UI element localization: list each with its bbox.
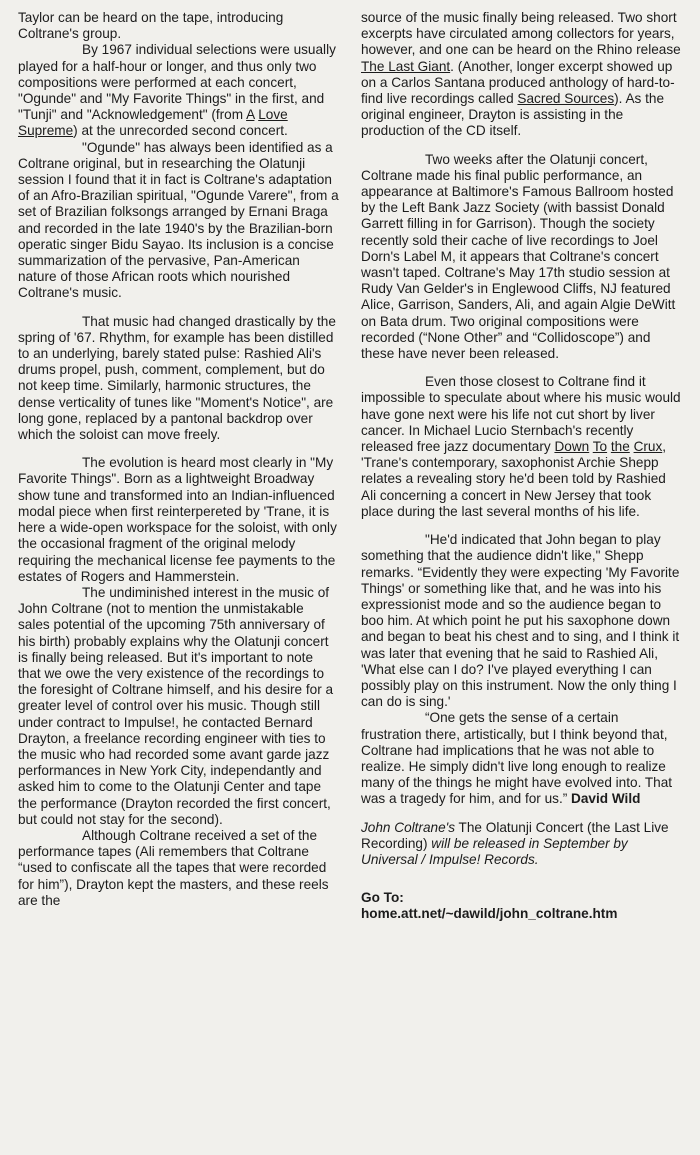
paragraph-text: , 'Trane's contemporary, saxophonist Archie Shepp relates a revealing story he'd been told by Rashied Ali concerning a concert in New Jersey that took place during the last several months of his life. (361, 439, 667, 519)
album-title: Love (258, 107, 288, 123)
album-title: Supreme (18, 123, 74, 139)
paragraph-text: That music had changed drastically by the spring of '67. Rhythm, for example has been distilled to an underlying, barely stated pulse: Rashied Ali's drums propel, push, comment, complement, but do not keep time. Similarly, harmonic structures, the dense verticality of tunes like "Moment's Notice", are long gone, replaced by a pantonal backdrop over which the soloist can move freely. (18, 313, 336, 443)
goto-url: home.att.net/~dawild/john_coltrane.htm (361, 906, 618, 922)
paragraph-text: Even those closest to Coltrane find it impossible to speculate about where his music would have gone next were his life not cut short by liver cancer. In Michael Lucio Sternbach's recently released free jazz documentary (361, 374, 681, 455)
paragraph-text: . (Another, longer excerpt showed up on a Carlos Santana produced anthology of hard-to-find live recordings called (361, 58, 675, 107)
release-note (361, 820, 682, 869)
paragraph-text: Although Coltrane received a set of the performance tapes (Ali remembers that Coltrane “used to confiscate all the tapes that were recorded for him”), Drayton kept the masters, and these reels are the (18, 827, 329, 908)
author-byline: David Wild (571, 791, 641, 807)
film-title: Crux (633, 439, 663, 455)
paragraph (18, 140, 339, 302)
paragraph-text: ) at the unrecorded second concert. (73, 123, 288, 139)
paragraph-text: ). As the original engineer, Drayton is assisting in the production of the CD itself. (361, 91, 665, 139)
film-title: To (592, 439, 608, 455)
paragraph-text: source of the music finally being released. Two short excerpts have circulated among collectors for years, however, and one can be heard on the Rhino release (361, 10, 681, 58)
paragraph (361, 152, 682, 363)
release-note-text: will be released in September by Universal / Impulse! Records. (361, 835, 628, 867)
paragraph (361, 532, 682, 710)
paragraph-text: Taylor can be heard on the tape, introducing Coltrane's group. (18, 10, 284, 42)
right-column (361, 10, 682, 1145)
paragraph (18, 585, 339, 828)
album-title: Sacred Sources (517, 91, 615, 107)
paragraph (18, 455, 339, 585)
paragraph-text: Two weeks after the Olatunji concert, Coltrane made his final public performance, an appearance at Baltimore's Famous Ballroom hosted by the Left Bank Jazz Society (with bassist Donald Garrett filling in for Garrison). Though the society recently sold their cache of live recordings to Joel Dorn's Label M, it appears that Coltrane's concert wasn't taped. Coltrane's May 17th studio session at Rudy Van Gelder's in Englewood Cliffs, NJ featured Alice, Garrison, Sanders, Ali, and again Algie DeWitt on Bata drum. Two original compositions were recorded (“None Other” and “Collidoscope”) and these have never been released. (361, 151, 676, 362)
album-title: A (246, 107, 255, 123)
release-note-title: The Olatunji Concert (the Last Live Recording) (361, 819, 669, 851)
left-column (18, 10, 339, 1145)
paragraph (361, 374, 682, 520)
paragraph (18, 42, 339, 139)
film-title: the (610, 439, 630, 455)
paragraph (18, 314, 339, 444)
paragraph-text: By 1967 individual selections were usually played for a half-hour or longer, and thus only two compositions were performed at each concert, "Ogunde" and "My Favorite Things" in the first, and "Tunji" and "Acknowledgement" (from (18, 42, 336, 123)
release-note-text: John Coltrane's (361, 819, 456, 835)
quote-text: "He'd indicated that John began to play something that the audience didn't like," Shepp remarks. “Evidently they were expecting 'My Favorite Things' or something like that, and he was into his expressionist mode and so the audience began to boo him. At which point he put his saxophone down and began to beat his chest and to sing, and I think it was later that evening that he said to Rashied Ali, 'What else can I do? I've played everything I can possibly play on this instrument. Now the only thing I can do is sing.' (361, 532, 680, 710)
paragraph (18, 10, 339, 42)
paragraph (361, 710, 682, 807)
paragraph (361, 10, 682, 140)
paragraph-text: The undiminished interest in the music of John Coltrane (not to mention the unmistakable sales potential of the upcoming 75th anniversary of his birth) probably explains why the Olatunji concert is finally being released. But it's important to note that we owe the very existence of the recordings to the foresight of Coltrane himself, and his desire for a greater level of control over his music. Though still under contract to Impulse!, he contacted Bernard Drayton, a freelance recording engineer with ties to the music who had recorded some avant garde jazz performances in New York City, independantly and asked him to come to the Olatunji Center and tape the performance (Drayton recorded the first concert, but could not stay for the second). (18, 584, 334, 827)
album-title: The Last Giant (361, 58, 451, 74)
paragraph (18, 828, 339, 909)
film-title: Down (554, 439, 590, 455)
quote-text: “One gets the sense of a certain frustration there, artistically, but I think beyond that, Coltrane had implications that he was not able to realize. He simply didn't live long enough to realize many of the things he might have evolved into. That was a tragedy for him, and for us.” (361, 710, 673, 807)
paragraph-text: "Ogunde" has always been identified as a Coltrane original, but in researching the Olatunji session I found that it in fact is Coltrane's adaptation of an Afro-Brazilian spiritual, "Ogunde Varere", from a set of Brazilian folksongs arranged by Ernani Braga and recorded in the late 1940's by the Brazilian-born operatic singer Bidu Sayao. Its inclusion is a concise summarization of the pervasive, Pan-American nature of those African roots which nourished Coltrane's music. (18, 139, 339, 301)
paragraph-text: The evolution is heard most clearly in "My Favorite Things". Born as a lightweight Broadway show tune and transformed into an Indian-influenced modal piece when first reinterpereted by 'Trane, it is here a wide-open workspace for the soloist, with only the occasional fragment of the original melody requiring the mechanical license fee payments to the estates of Rogers and Hammerstein. (18, 455, 337, 584)
goto-label: Go To: (361, 890, 404, 906)
